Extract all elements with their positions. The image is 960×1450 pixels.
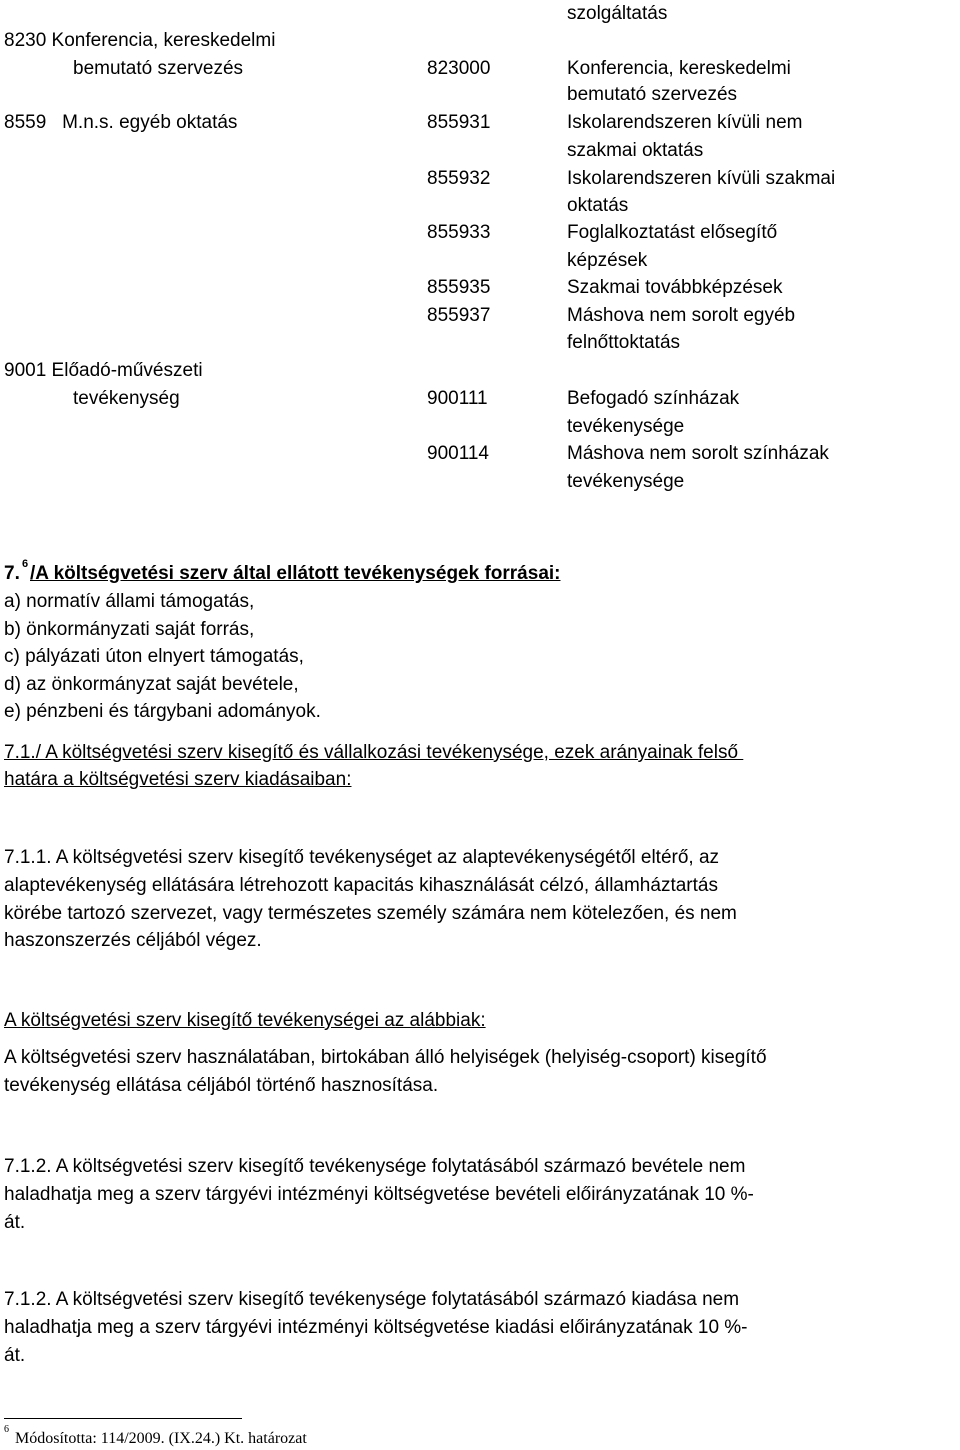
table-code: 855933	[427, 222, 491, 243]
table-desc: Máshova nem sorolt színházak	[567, 443, 829, 464]
table-code: 855932	[427, 168, 491, 189]
table-desc: Iskolarendszeren kívüli nem	[567, 112, 803, 133]
table-activity: tevékenység	[73, 388, 180, 409]
list-item: b) önkormányzati saját forrás,	[4, 619, 255, 640]
footnote-marker: 6	[4, 1424, 9, 1435]
table-code: 823000	[427, 58, 491, 79]
footnote-reference: 6	[22, 558, 29, 570]
section-heading: határa a költségvetési szerv kiadásaiban:	[4, 769, 352, 790]
table-desc: szakmai oktatás	[567, 140, 704, 161]
footnote-text: Módosította: 114/2009. (IX.24.) Kt. határozat	[11, 1430, 307, 1447]
table-code: 900114	[427, 443, 489, 464]
paragraph-line: át.	[4, 1212, 26, 1233]
table-activity: 8230 Konferencia, kereskedelmi	[4, 30, 276, 51]
table-activity: 8559 M.n.s. egyéb oktatás	[4, 112, 238, 133]
table-desc: felnőttoktatás	[567, 332, 681, 353]
list-item: e) pénzbeni és tárgybani adományok.	[4, 701, 321, 722]
table-desc: Máshova nem sorolt egyéb	[567, 305, 796, 326]
table-code: 855935	[427, 277, 491, 298]
list-item: d) az önkormányzat saját bevétele,	[4, 674, 299, 695]
section-number: 7.	[4, 563, 20, 584]
table-desc: Konferencia, kereskedelmi	[567, 58, 791, 79]
paragraph-line: át.	[4, 1345, 26, 1366]
list-item: c) pályázati úton elnyert támogatás,	[4, 646, 304, 667]
table-code: 900111	[427, 388, 488, 409]
table-desc: képzések	[567, 250, 648, 271]
paragraph-line: körébe tartozó szervezet, vagy természetes személy számára nem kötelezően, és nem	[4, 903, 737, 924]
paragraph-line: haladhatja meg a szerv tárgyévi intézményi költségvetése kiadási előirányzatának 10 %-	[4, 1317, 748, 1338]
table-code: 855931	[427, 112, 491, 133]
paragraph-line: 7.1.2. A költségvetési szerv kisegítő tevékenysége folytatásából származó bevétele nem	[4, 1156, 746, 1177]
paragraph-line: tevékenység ellátása céljából történő hasznosítása.	[4, 1075, 439, 1096]
table-desc: Foglalkoztatást elősegítő	[567, 222, 778, 243]
list-item: a) normatív állami támogatás,	[4, 591, 255, 612]
table-activity: 9001 Előadó-művészeti	[4, 360, 203, 381]
table-desc: szolgáltatás	[567, 3, 668, 24]
paragraph-line: haszonszerzés céljából végez.	[4, 930, 262, 951]
table-desc: Iskolarendszeren kívüli szakmai	[567, 168, 836, 189]
table-activity: bemutató szervezés	[73, 58, 244, 79]
section-heading: /A költségvetési szerv által ellátott tevékenységek forrásai:	[30, 563, 561, 584]
paragraph-line: 7.1.1. A költségvetési szerv kisegítő tevékenységet az alaptevékenységétől eltérő, az	[4, 847, 720, 868]
paragraph-line: haladhatja meg a szerv tárgyévi intézményi költségvetése bevételi előirányzatának 10 %-	[4, 1184, 754, 1205]
table-desc: oktatás	[567, 195, 629, 216]
paragraph-line: A költségvetési szerv használatában, birtokában álló helyiségek (helyiség-csoport) kisegítő	[4, 1047, 767, 1068]
section-heading: 7.1./ A költségvetési szerv kisegítő és vállalkozási tevékenysége, ezek arányainak felső	[4, 742, 744, 763]
table-desc: bemutató szervezés	[567, 84, 738, 105]
table-desc: Szakmai továbbképzések	[567, 277, 783, 298]
table-code: 855937	[427, 305, 491, 326]
paragraph-line: 7.1.2. A költségvetési szerv kisegítő tevékenysége folytatásából származó kiadása nem	[4, 1289, 740, 1310]
table-desc: tevékenysége	[567, 471, 685, 492]
footnote-divider	[4, 1418, 242, 1419]
paragraph-line: alaptevékenység ellátására létrehozott kapacitás kihasználását célzó, államháztartás	[4, 875, 718, 896]
table-desc: Befogadó színházak	[567, 388, 740, 409]
table-desc: tevékenysége	[567, 416, 685, 437]
section-heading: A költségvetési szerv kisegítő tevékenységei az alábbiak:	[4, 1010, 486, 1031]
